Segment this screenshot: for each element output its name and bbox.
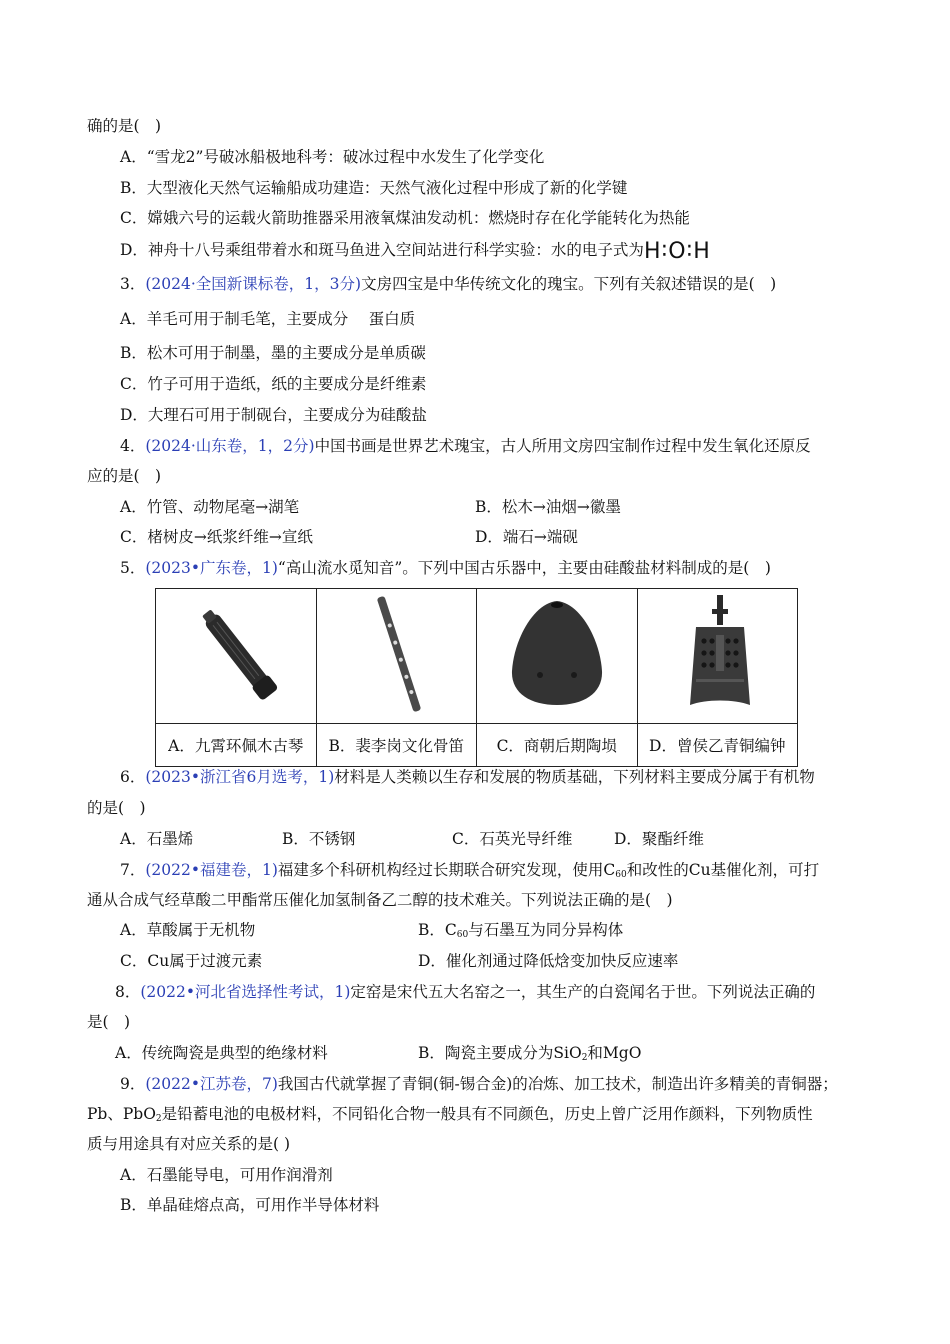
q3-option-d: D．大理石可用于制砚台，主要成分为硅酸盐	[120, 406, 427, 424]
q3-option-b: B．松木可用于制墨，墨的主要成分是单质碳	[120, 344, 426, 362]
q8-option-b-text: B．陶瓷主要成分为SiO	[418, 1044, 582, 1062]
q9-option-b: B．单晶硅熔点高，可用作半导体材料	[120, 1196, 380, 1214]
xun-image	[484, 589, 630, 719]
q6-stem-text: 材料是人类赖以生存和发展的物质基础，下列材料主要成分属于有机物	[334, 768, 815, 786]
q7-stem-tail: 通从合成气经草酸二甲酯常压催化加氢制备乙二醇的技术难关。下列说法正确的是( )	[87, 891, 673, 909]
q5-option-d: D．曾侯乙青铜编钟	[637, 724, 798, 767]
q3-stem	[120, 274, 776, 294]
q5-option-c: C．商朝后期陶埙	[477, 724, 638, 767]
q8-option-b	[418, 1043, 641, 1068]
q5-option-b: B．裴李岗文化骨笛	[316, 724, 477, 767]
q2-option-d	[120, 240, 711, 262]
q5-source: (2023•广东卷，1)	[145, 559, 278, 577]
instrument-options-table	[155, 588, 798, 767]
q9-stem-line-3: 质与用途具有对应关系的是( )	[87, 1135, 291, 1153]
q5-stem-text: “高山流水觅知音”。下列中国古乐器中，主要由硅酸盐材料制成的是( )	[277, 559, 771, 577]
q3-stem-text: 文房四宝是中华传统文化的瑰宝。下列有关叙述错误的是( )	[361, 275, 777, 293]
q3-number: 3．	[120, 275, 146, 293]
guqin-image	[156, 589, 320, 719]
q9-stem-text: 我国古代就掌握了青铜(铜-锡合金)的冶炼、加工技术，制造出许多精美的青铜器；	[277, 1075, 838, 1093]
q7-option-a: A．草酸属于无机物	[120, 921, 256, 939]
q4-stem-tail: 应的是( )	[87, 467, 162, 485]
water-electron-formula: H∶O∶H	[643, 239, 711, 264]
guqin-image-cell	[156, 589, 317, 724]
q2-option-d-text: D．神舟十八号乘组带着水和斑马鱼进入空间站进行科学实验：水的电子式为	[120, 241, 644, 259]
q8-option-b-subscript: 2	[581, 1053, 588, 1063]
q4-option-b: B．松木→油烟→徽墨	[475, 498, 621, 516]
q5-number: 5．	[120, 559, 146, 577]
q6-stem	[120, 767, 815, 787]
q7-stem	[120, 860, 819, 885]
q8-stem-text: 定窑是宋代五大名窑之一，其生产的白瓷闻名于世。下列说法正确的	[350, 983, 816, 1001]
q8-source: (2022•河北省选择性考试，1)	[140, 983, 351, 1001]
q4-stem	[120, 436, 811, 456]
q6-option-b: B．不锈钢	[282, 830, 356, 848]
q6-option-c: C．石英光导纤维	[452, 830, 573, 848]
q7-option-b-subscript: 60	[456, 930, 469, 940]
q9-stem	[120, 1074, 838, 1094]
q6-source: (2023•浙江省6月选考，1)	[145, 768, 335, 786]
q6-option-d: D．聚酯纤维	[614, 830, 704, 848]
xun-image-cell	[477, 589, 638, 724]
q7-stem-text-2: 和改性的Cu基催化剂，可打	[626, 861, 820, 879]
q8-stem-tail: 是( )	[87, 1013, 131, 1031]
q9-option-a: A．石墨能导电，可用作润滑剂	[120, 1166, 333, 1184]
q8-option-b-text-2: 和MgO	[587, 1044, 642, 1062]
q4-option-a: A．竹管、动物尾毫→湖笔	[120, 498, 300, 516]
q3-option-a: A．羊毛可用于制毛笔，主要成分 蛋白质	[120, 310, 416, 328]
q2-option-b: B．大型液化天然气运输船成功建造：天然气液化过程中形成了新的化学键	[120, 179, 628, 197]
q4-stem-text: 中国书画是世界艺术瑰宝，古人所用文房四宝制作过程中发生氧化还原反	[314, 437, 811, 455]
q6-number: 6．	[120, 768, 146, 786]
q7-source: (2022•福建卷，1)	[145, 861, 278, 879]
bianzhong-image-cell	[637, 589, 798, 724]
q7-option-b-text: B．C	[418, 921, 457, 939]
q4-option-d: D．端石→端砚	[475, 528, 578, 546]
q9-source: (2022•江苏卷，7)	[145, 1075, 278, 1093]
q7-option-b-text-2: 与石墨互为同分异构体	[468, 921, 624, 939]
q4-source: (2024·山东卷，1，2分)	[145, 437, 315, 455]
q4-number: 4．	[120, 437, 146, 455]
q7-number: 7．	[120, 861, 146, 879]
q5-option-a: A．九霄环佩木古琴	[156, 724, 317, 767]
q9-stem-text-2a: Pb、PbO	[87, 1105, 156, 1123]
q7-option-d: D．催化剂通过降低焓变加快反应速率	[418, 952, 679, 970]
q8-option-a: A．传统陶瓷是典型的绝缘材料	[115, 1044, 328, 1062]
q8-number: 8．	[115, 983, 141, 1001]
q2-option-a: A．“雪龙2”号破冰船极地科考：破冰过程中水发生了化学变化	[120, 148, 545, 166]
q5-stem	[120, 558, 771, 578]
q8-stem	[115, 982, 815, 1002]
q2-option-c: C．嫦娥六号的运载火箭助推器采用液氧煤油发动机：燃烧时存在化学能转化为热能	[120, 209, 690, 227]
bone-flute-image-cell	[316, 589, 477, 724]
bianzhong-image	[638, 589, 802, 719]
q3-source: (2024·全国新课标卷，1，3分)	[145, 275, 362, 293]
q9-pbo2-subscript: 2	[155, 1114, 162, 1124]
q2-stem-tail: 确的是( )	[87, 117, 162, 135]
q6-stem-tail: 的是( )	[87, 799, 146, 817]
bone-flute-image	[317, 589, 481, 719]
q7-option-b	[418, 920, 623, 945]
q7-c60-subscript: 60	[615, 870, 627, 880]
q9-number: 9．	[120, 1075, 146, 1093]
q7-option-c: C．Cu属于过渡元素	[120, 952, 263, 970]
q4-option-c: C．楮树皮→纸浆纤维→宣纸	[120, 528, 313, 546]
q3-option-c: C．竹子可用于造纸，纸的主要成分是纤维素	[120, 375, 427, 393]
q9-stem-text-2b: 是铅蓄电池的电极材料，不同铅化合物一般具有不同颜色，历史上曾广泛用作颜料，下列物质性	[161, 1105, 813, 1123]
q9-stem-line-2	[87, 1104, 813, 1129]
q6-option-a: A．石墨烯	[120, 830, 194, 848]
q7-stem-text: 福建多个科研机构经过长期联合研究发现，使用C	[277, 861, 616, 879]
